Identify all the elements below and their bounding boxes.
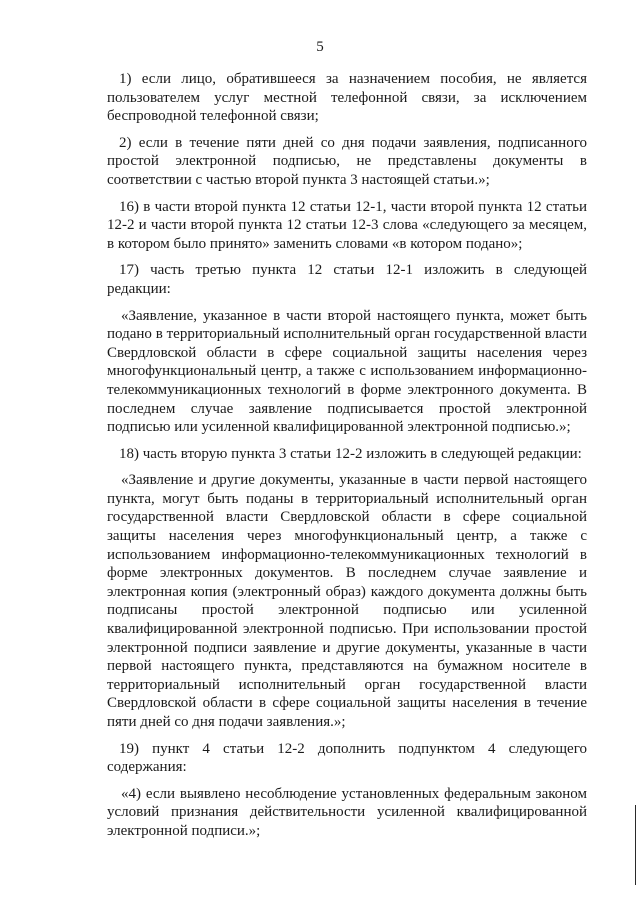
paragraph-item-1: 1) если лицо, обратившееся за назначением пособия, не является пользователем услуг местной телефонной связи, за исключением беспроводной телефонной связи;: [107, 71, 587, 125]
paragraph-quote-2: «Заявление и другие документы, указанные в части первой настоящего пункта, могут быть поданы в территориальный исполнительный орган государственной власти Свердловской области в сфере социальной защиты населения через многофункциональный центр, а также с использованием информационно-телекоммуникационных технологий в форме электронных документов. В последнем случае заявление и электронная копия (электронный образ) каждого документа должны быть подписаны простой электронной подписью или усиленной квалифицированной электронной подписью. При использовании простой электронной подписи заявление и другие документы, указанные в части первой настоящего пункта, представляются на бумажном носителе в территориальный исполнительный орган государственной власти Свердловской области в сфере социальной защиты населения в течение пяти дней со дня подачи заявления.»;: [107, 472, 587, 730]
paragraph-quote-1: «Заявление, указанное в части второй настоящего пункта, может быть подано в территориальный исполнительный орган государственной власти Свердловской области в сфере социальной защиты населения через многофункциональный центр, а также с использованием информационно-телекоммуникационных технологий в форме электронного документа. В последнем случае заявление подписывается простой электронной подписью или усиленной квалифицированной электронной подписью.»;: [107, 307, 587, 436]
scan-edge-line: [635, 805, 636, 885]
paragraph-quote-3: «4) если выявлено несоблюдение установленных федеральным законом условий признания действительности усиленной квалифицированной электронной подписи.»;: [107, 785, 587, 839]
paragraph-amendment-18: 18) часть вторую пункта 3 статьи 12-2 изложить в следующей редакции:: [119, 445, 582, 462]
document-body: [107, 70, 587, 849]
paragraph-amendment-16: 16) в части второй пункта 12 статьи 12-1, части второй пункта 12 статьи 12-2 и части второй пункта 12 статьи 12-3 слова «следующего за месяцем, в котором было принято» заменить словами «в котором подано»;: [107, 198, 587, 252]
paragraph-amendment-19: 19) пункт 4 статьи 12-2 дополнить подпунктом 4 следующего содержания:: [107, 740, 587, 776]
paragraph-amendment-17: 17) часть третью пункта 12 статьи 12-1 изложить в следующей редакции:: [107, 262, 587, 297]
page-number: 5: [316, 39, 324, 55]
paragraph-item-2: 2) если в течение пяти дней со дня подачи заявления, подписанного простой электронной подписью, не представлены документы в соответствии с частью второй пункта 3 настоящей статьи.»;: [107, 134, 587, 188]
